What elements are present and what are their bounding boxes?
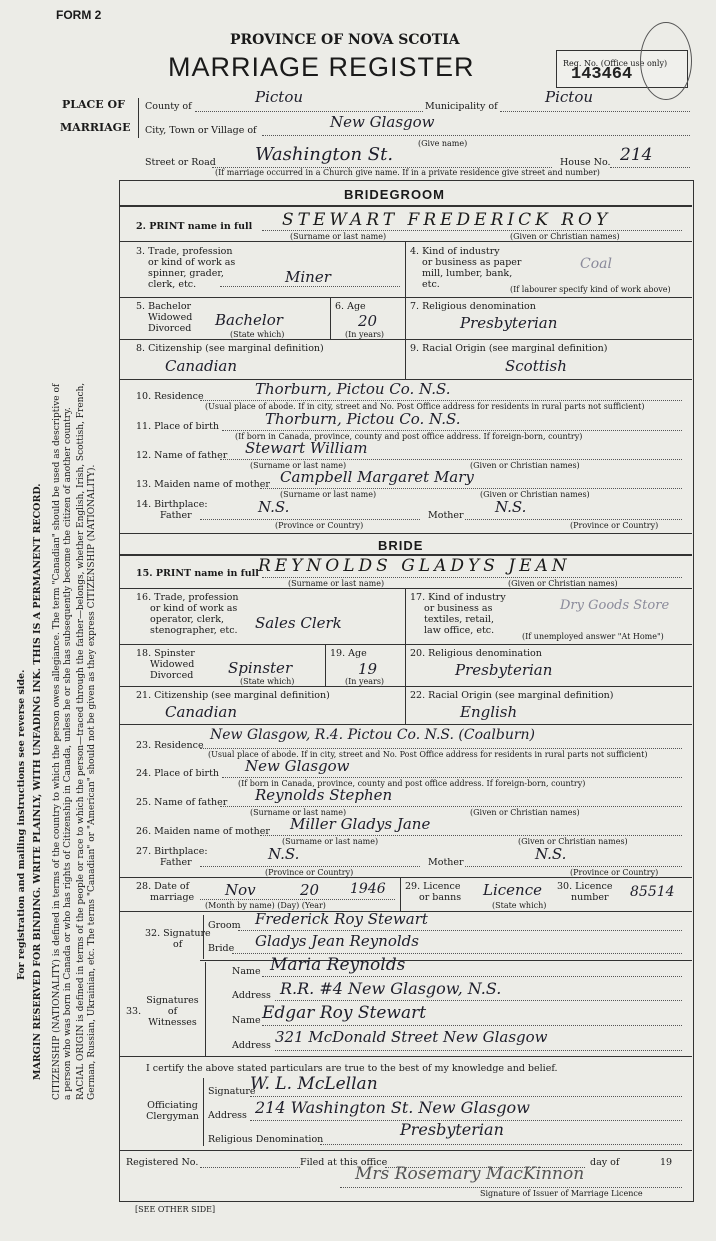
bride-father-surname-note: (Surname or last name): [250, 808, 347, 817]
witnesses-bracket: [205, 962, 206, 1056]
margin-citizenship-2: a person who was born in Canada or who has rights of Citizenship in Canada, unless he or she has subsequently become the citizen of another country.: [63, 407, 73, 1100]
groom-status-note: (State which): [230, 330, 285, 339]
witnesses-number: 33.: [126, 1006, 142, 1017]
bride-father-value: Reynolds Stephen: [255, 786, 393, 804]
bride-name-value: REYNOLDS GLADYS JEAN: [258, 556, 571, 576]
bride-residence-value: New Glasgow, R.4. Pictou Co. N.S. (Coalburn): [210, 727, 536, 743]
bride-birthplace-label: 27. Birthplace:: [136, 846, 208, 857]
groom-industry-note: (If labourer specify kind of work above): [510, 285, 671, 294]
groom-racial-label: 9. Racial Origin (see marginal definition): [410, 343, 608, 354]
groom-religion-label: 7. Religious denomination: [410, 301, 536, 312]
witness1-name: Maria Reynolds: [270, 955, 406, 975]
marriage-label: MARRIAGE: [60, 121, 131, 134]
groom-prov-note-1: (Province or Country): [275, 521, 364, 530]
city-label: City, Town or Village of: [145, 125, 257, 136]
witness2-address: 321 McDonald Street New Glasgow: [275, 1028, 548, 1046]
give-name-note: (Give name): [418, 139, 468, 148]
marriage-day: 20: [300, 881, 320, 899]
marriage-month: Nov: [225, 881, 256, 899]
bride-status-note: (State which): [240, 677, 295, 686]
bride-birth-value: New Glasgow: [245, 757, 350, 775]
groom-industry-value: Coal: [580, 256, 612, 272]
groom-status-value: Bachelor: [215, 311, 283, 329]
bride-religion-value: Presbyterian: [455, 661, 553, 679]
groom-birth-label: 11. Place of birth: [136, 421, 220, 432]
bride-age-label: 19. Age: [330, 648, 367, 659]
groom-father-surname-note: (Surname or last name): [250, 461, 347, 470]
bride-surname-note: (Surname or last name): [288, 579, 385, 588]
signature-of-label: 32. Signature of: [145, 928, 211, 950]
bride-racial-value: English: [460, 703, 518, 721]
margin-racial-2: German, Russian, Ukrainian, etc. The terms "Canadian" or "American" should not be given as they express CITIZENSHIP (NATIONALITY).: [87, 464, 97, 1100]
margin-binding-note: MARGIN RESERVED FOR BINDING. WRITE PLAINLY, WITH UNFADING INK. THIS IS A PERMANENT RECORD.: [32, 483, 43, 1080]
house-value: 214: [620, 145, 653, 165]
witness1-address: R.R. #4 New Glasgow, N.S.: [280, 979, 502, 998]
witness2-name-word: Name: [232, 1015, 261, 1026]
licence-state-note: (State which): [492, 901, 547, 910]
bride-industry-value: Dry Goods Store: [560, 598, 670, 613]
bride-trade-label: 16. Trade, profession or kind of work as operator, clerk, stenographer, etc.: [136, 592, 239, 636]
groom-mother-value: Campbell Margaret Mary: [280, 468, 474, 486]
marriage-year: 1946: [350, 881, 386, 897]
groom-mother-birthplace: N.S.: [495, 498, 527, 516]
bride-prov-note-2: (Province or Country): [570, 868, 659, 877]
clergy-signature: W. L. McLellan: [250, 1074, 378, 1094]
witnesses-label: Signatures of Witnesses: [146, 995, 199, 1028]
margin-citizenship-1: CITIZENSHIP (NATIONALITY) is defined in terms of the country to which the person owes allegiance. The term "Canadian" should be used as descriptive of: [52, 383, 62, 1100]
place-of-label: PLACE OF: [62, 98, 125, 111]
groom-mother-word: Mother: [428, 510, 464, 521]
groom-residence-label: 10. Residence: [136, 391, 204, 402]
county-label: County of: [145, 101, 192, 112]
bride-industry-label: 17. Kind of industry or business as textiles, retail, law office, etc.: [410, 592, 506, 636]
bride-racial-label: 22. Racial Origin (see marginal definition): [410, 690, 614, 701]
street-note: (If marriage occurred in a Church give name. If in a private residence give street and number): [215, 168, 600, 177]
groom-word: Groom: [208, 920, 241, 931]
officiating-clergyman-label: Officiating Clergyman: [146, 1100, 199, 1122]
bride-residence-label: 23. Residence: [136, 740, 204, 751]
bride-citizenship-label: 21. Citizenship (see marginal definition): [136, 690, 330, 701]
groom-mother-given-note: (Given or Christian names): [480, 490, 590, 499]
bride-name-label: 15. PRINT name in full: [136, 568, 259, 579]
year-label: 19: [660, 1157, 673, 1168]
groom-father-value: Stewart William: [245, 439, 368, 457]
groom-citizenship-value: Canadian: [165, 357, 238, 375]
bride-prov-note-1: (Province or Country): [265, 868, 354, 877]
house-label: House No.: [560, 157, 611, 168]
groom-father-birthplace: N.S.: [258, 498, 290, 516]
bride-birth-label: 24. Place of birth: [136, 768, 220, 779]
bride-section-title: BRIDE: [378, 538, 424, 553]
groom-birthplace-label: 14. Birthplace:: [136, 499, 208, 510]
clergy-signature-word: Signature: [208, 1086, 256, 1097]
groom-religion-value: Presbyterian: [460, 314, 558, 332]
municipality-value: Pictou: [545, 88, 594, 106]
bride-father-word: Father: [160, 857, 192, 868]
groom-mother-surname-note: (Surname or last name): [280, 490, 377, 499]
clergy-address: 214 Washington St. New Glasgow: [255, 1098, 530, 1117]
margin-racial-1: RACIAL ORIGIN is defined in terms of the people or race to which the person—traced through the father—belongs, whether English, Irish, Scottish, French,: [76, 382, 86, 1100]
groom-birth-value: Thorburn, Pictou Co. N.S.: [265, 410, 461, 428]
issuer-signature: Mrs Rosemary MacKinnon: [355, 1164, 585, 1184]
bride-status-label: 18. Spinster Widowed Divorced: [136, 648, 195, 681]
witness1-address-word: Address: [232, 990, 271, 1001]
licence-label: 29. Licence or banns: [405, 881, 462, 903]
groom-trade-value: Miner: [285, 268, 331, 286]
margin-instructions: For registration and mailing instructions see reverse side.: [16, 669, 27, 980]
certify-statement: I certify the above stated particulars are true to the best of my knowledge and belief.: [146, 1063, 558, 1074]
street-label: Street or Road: [145, 157, 216, 168]
groom-age-note: (In years): [345, 330, 385, 339]
bride-citizenship-value: Canadian: [165, 703, 238, 721]
place-bracket: [138, 98, 139, 138]
witness2-name: Edgar Roy Stewart: [262, 1003, 427, 1023]
bride-signature: Gladys Jean Reynolds: [255, 932, 419, 950]
filed-at-label: Filed at this office: [300, 1157, 388, 1168]
clergy-address-word: Address: [208, 1110, 247, 1121]
bride-father-given-note: (Given or Christian names): [470, 808, 580, 817]
bride-word: Bride: [208, 943, 235, 954]
groom-signature: Frederick Roy Stewart: [255, 910, 428, 928]
groom-residence-note: (Usual place of abode. If in city, street and No. Post Office address for residents in rural parts not sufficient): [205, 402, 645, 411]
bride-father-label: 25. Name of father: [136, 797, 228, 808]
county-value: Pictou: [255, 88, 304, 106]
bride-religion-label: 20. Religious denomination: [410, 648, 542, 659]
bride-father-birthplace: N.S.: [268, 845, 300, 863]
bride-trade-value: Sales Clerk: [255, 614, 342, 632]
witness2-address-word: Address: [232, 1040, 271, 1051]
bride-birth-note: (If born in Canada, province, county and post office address. If foreign-born, country): [238, 779, 586, 788]
signature-bracket: [203, 915, 204, 959]
groom-surname-note: (Surname or last name): [290, 232, 387, 241]
groom-given-note: (Given or Christian names): [510, 232, 620, 241]
city-value: New Glasgow: [330, 113, 435, 131]
bridegroom-section-title: BRIDEGROOM: [344, 187, 445, 202]
form-number: FORM 2: [56, 8, 102, 22]
licence-number-label: 30. Licence number: [557, 881, 613, 903]
groom-father-word: Father: [160, 510, 192, 521]
registered-no-label: Registered No.: [126, 1157, 199, 1168]
groom-industry-label: 4. Kind of industry or business as paper mill, lumber, bank, etc.: [410, 246, 522, 290]
reg-number-label: Reg. No. (Office use only): [563, 59, 668, 68]
licence-number-value: 85514: [630, 884, 675, 900]
day-of-label: day of: [590, 1157, 620, 1168]
groom-name-label: 2. PRINT name in full: [136, 221, 253, 232]
witness1-name-word: Name: [232, 966, 261, 977]
groom-name-value: STEWART FREDERICK ROY: [282, 210, 612, 230]
groom-age-label: 6. Age: [335, 301, 366, 312]
groom-citizenship-label: 8. Citizenship (see marginal definition): [136, 343, 324, 354]
street-value: Washington St.: [255, 144, 394, 165]
groom-father-given-note: (Given or Christian names): [470, 461, 580, 470]
clergy-denomination: Presbyterian: [400, 1120, 504, 1139]
groom-status-label: 5. Bachelor Widowed Divorced: [136, 301, 193, 334]
municipality-label: Municipality of: [425, 101, 498, 112]
groom-racial-value: Scottish: [505, 357, 567, 375]
bride-industry-note: (If unemployed answer "At Home"): [522, 632, 664, 641]
groom-father-label: 12. Name of father: [136, 450, 228, 461]
clergy-bracket: [203, 1078, 204, 1146]
groom-trade-label: 3. Trade, profession or kind of work as spinner, grader, clerk, etc.: [136, 246, 236, 290]
bride-given-note: (Given or Christian names): [508, 579, 618, 588]
bride-mother-value: Miller Gladys Jane: [290, 815, 431, 833]
page-title: MARRIAGE REGISTER: [168, 52, 475, 82]
bride-residence-note: (Usual place of abode. If in city, street and No. Post Office address for residents in rural parts not sufficient): [208, 750, 648, 759]
bride-status-value: Spinster: [228, 659, 293, 677]
clergy-denomination-word: Religious Denomination: [208, 1134, 324, 1145]
province-heading: PROVINCE OF NOVA SCOTIA: [230, 32, 460, 48]
marriage-date-label: 28. Date of marriage: [136, 881, 195, 903]
groom-prov-note-2: (Province or Country): [570, 521, 659, 530]
issuer-signature-note: Signature of Issuer of Marriage Licence: [480, 1189, 643, 1198]
stamp-circle: [640, 22, 692, 100]
bride-mother-word: Mother: [428, 857, 464, 868]
groom-age-value: 20: [358, 312, 378, 330]
licence-value: Licence: [483, 881, 542, 899]
bride-mother-label: 26. Maiden name of mother: [136, 826, 270, 837]
groom-birth-note: (If born in Canada, province, county and post office address. If foreign-born, country): [235, 432, 583, 441]
bride-age-value: 19: [358, 660, 378, 678]
bride-mother-birthplace: N.S.: [535, 845, 567, 863]
reg-number: 143464: [571, 65, 633, 84]
groom-residence-value: Thorburn, Pictou Co. N.S.: [255, 380, 451, 398]
groom-mother-label: 13. Maiden name of mother: [136, 479, 270, 490]
bride-mother-surname-note: (Surname or last name): [282, 837, 379, 846]
bride-mother-given-note: (Given or Christian names): [518, 837, 628, 846]
see-other-side: [SEE OTHER SIDE]: [135, 1205, 216, 1214]
marriage-date-note: (Month by name) (Day) (Year): [205, 901, 326, 910]
bride-age-note: (In years): [345, 677, 385, 686]
